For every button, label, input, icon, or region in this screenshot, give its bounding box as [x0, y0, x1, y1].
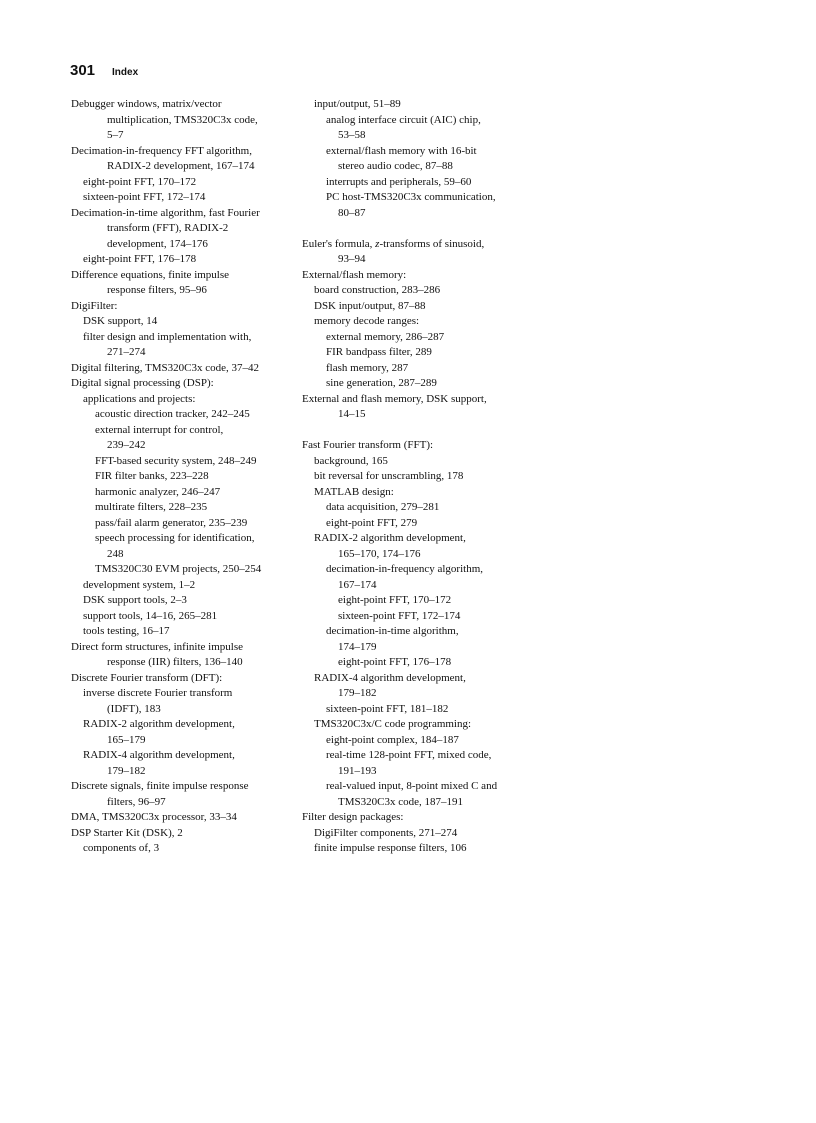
index-entry [302, 268, 530, 284]
index-term: DSK support tools, 2–3 [83, 594, 187, 606]
index-term: PC host-TMS320C3x communication, [326, 191, 496, 203]
index-entry [71, 578, 299, 594]
index-term: decimation-in-frequency algorithm, [326, 563, 483, 575]
index-term: Digital signal processing (DSP): [71, 377, 214, 389]
index-entry [71, 717, 299, 748]
index-entry [71, 531, 299, 562]
index-term-continuation: (IDFT), 183 [107, 702, 161, 715]
index-term-continuation: 191–193 [338, 764, 377, 777]
index-term: decimation-in-time algorithm, [326, 625, 459, 637]
index-term: Decimation-in-time algorithm, fast Fourier [71, 206, 260, 219]
index-entry [302, 175, 530, 191]
index-term-continuation: TMS320C3x code, 187–191 [338, 795, 463, 808]
index-term: External and flash memory, DSK support, [302, 392, 487, 405]
index-entry [302, 345, 530, 361]
index-term: TMS320C3x/C code programming: [314, 718, 472, 730]
index-entry [302, 655, 530, 671]
index-entry [71, 469, 299, 485]
index-entry [302, 748, 530, 779]
index-entry [302, 190, 530, 221]
index-entry [302, 717, 530, 733]
index-entry [71, 609, 299, 625]
index-term: eight-point FFT, 170–172 [83, 175, 197, 188]
index-term-continuation: response (IIR) filters, 136–140 [107, 656, 243, 668]
index-entry [302, 671, 530, 702]
index-term-continuation: filters, 96–97 [107, 795, 166, 808]
index-term-continuation: 93–94 [338, 253, 366, 265]
index-term-continuation: 14–15 [338, 408, 366, 420]
index-entry [302, 438, 530, 454]
index-term: real-time 128-point FFT, mixed code, [326, 749, 492, 761]
index-term-continuation: 165–170, 174–176 [338, 547, 421, 560]
index-entry [71, 392, 299, 408]
index-column-left [71, 97, 299, 857]
index-term: finite impulse response filters, 106 [314, 842, 467, 854]
index-term: memory decode ranges: [314, 315, 420, 327]
index-term-continuation: 248 [107, 547, 124, 560]
index-entry [71, 454, 299, 470]
index-entry [302, 779, 530, 810]
index-term: External/flash memory: [302, 268, 407, 281]
index-entry [71, 748, 299, 779]
index-term-continuation: 174–179 [338, 640, 377, 653]
index-term: DSK support, 14 [83, 315, 158, 327]
index-term: external/flash memory with 16-bit [326, 144, 477, 157]
index-term: external memory, 286–287 [326, 330, 445, 343]
index-entry [71, 779, 299, 810]
index-term: components of, 3 [83, 842, 160, 854]
index-entry [71, 314, 299, 330]
index-entry [71, 640, 299, 671]
index-entry [71, 562, 299, 578]
index-term: Difference equations, finite impulse [71, 268, 230, 281]
index-entry [302, 330, 530, 346]
index-term-continuation: response filters, 95–96 [107, 284, 207, 296]
index-entry [71, 330, 299, 361]
index-entry [302, 841, 530, 857]
index-entry [302, 826, 530, 842]
index-term: development system, 1–2 [83, 578, 196, 591]
index-term: harmonic analyzer, 246–247 [95, 485, 221, 498]
index-term: applications and projects: [83, 392, 196, 405]
index-entry [302, 314, 530, 330]
index-entry [71, 190, 299, 206]
index-term: TMS320C30 EVM projects, 250–254 [95, 563, 262, 575]
index-term: MATLAB design: [314, 485, 394, 498]
index-term-continuation: 179–182 [107, 764, 146, 777]
index-entry [71, 841, 299, 857]
italic-z: z [375, 237, 380, 250]
index-entry [71, 423, 299, 454]
index-term-continuation: 239–242 [107, 439, 146, 451]
index-entry [71, 268, 299, 299]
index-term: eight-point FFT, 176–178 [83, 253, 197, 265]
index-entry [71, 826, 299, 842]
index-entry [302, 144, 530, 175]
index-entry [302, 810, 530, 826]
index-term: inverse discrete Fourier transform [83, 687, 233, 699]
index-term-continuation: 53–58 [338, 129, 366, 141]
index-term-continuation: 167–174 [338, 578, 377, 591]
index-term-continuation: development, 174–176 [107, 237, 208, 250]
index-term: RADIX-4 algorithm development, [83, 749, 235, 761]
index-term: Direct form structures, infinite impulse [71, 640, 243, 653]
page-header [70, 62, 138, 79]
index-entry [302, 624, 530, 655]
index-entry [302, 531, 530, 562]
index-term: real-valued input, 8-point mixed C and [326, 780, 498, 792]
index-entry [71, 516, 299, 532]
index-entry [302, 376, 530, 392]
index-entry [302, 361, 530, 377]
index-term: speech processing for identification, [95, 532, 255, 544]
index-entry [302, 237, 530, 268]
index-term: eight-point complex, 184–187 [326, 733, 459, 746]
index-term-continuation: 5–7 [107, 129, 124, 141]
index-term: RADIX-2 algorithm development, [314, 532, 466, 544]
index-entry [71, 593, 299, 609]
index-entry [71, 671, 299, 687]
index-term: board construction, 283–286 [314, 284, 441, 296]
index-entry [71, 361, 299, 377]
index-term: Decimation-in-frequency FFT algorithm, [71, 144, 252, 157]
index-entry [71, 206, 299, 253]
index-entry [71, 252, 299, 268]
index-column-right [302, 97, 530, 857]
index-entry [71, 144, 299, 175]
index-term-continuation: 271–274 [107, 346, 146, 358]
index-term: Filter design packages: [302, 811, 404, 823]
index-entry [71, 97, 299, 144]
index-term: Discrete Fourier transform (DFT): [71, 671, 223, 684]
index-term: support tools, 14–16, 265–281 [83, 609, 218, 622]
index-term: tools testing, 16–17 [83, 625, 170, 637]
index-entry [302, 593, 530, 609]
index-term: Discrete signals, finite impulse response [71, 780, 249, 792]
index-term: analog interface circuit (AIC) chip, [326, 113, 481, 126]
index-term: FIR filter banks, 223–228 [95, 470, 209, 482]
index-term: FFT-based security system, 248–249 [95, 454, 257, 467]
index-term: Fast Fourier transform (FFT): [302, 439, 434, 451]
index-entry [302, 516, 530, 532]
index-term-continuation: multiplication, TMS320C3x code, [107, 113, 258, 126]
index-term: filter design and implementation with, [83, 330, 252, 343]
index-term: DigiFilter: [71, 299, 118, 312]
index-entry [71, 175, 299, 191]
index-term: FIR bandpass filter, 289 [326, 346, 432, 358]
index-entry [302, 485, 530, 501]
index-entry [71, 485, 299, 501]
index-term: eight-point FFT, 279 [326, 516, 418, 529]
index-entry [302, 283, 530, 299]
index-entry [71, 686, 299, 717]
index-entry [71, 299, 299, 315]
index-term: DSK input/output, 87–88 [314, 299, 426, 312]
page-number: 301 [70, 62, 96, 79]
index-term-continuation: 165–179 [107, 733, 146, 746]
index-term: eight-point FFT, 170–172 [338, 594, 452, 606]
index-term: input/output, 51–89 [314, 98, 401, 110]
index-entry [71, 500, 299, 516]
index-term-continuation: stereo audio codec, 87–88 [338, 160, 453, 172]
running-head: Index [112, 67, 139, 78]
index-term-continuation: RADIX-2 development, 167–174 [107, 160, 255, 172]
index-gap [302, 423, 530, 439]
index-entry [71, 810, 299, 826]
index-term: sixteen-point FFT, 172–174 [83, 191, 206, 203]
index-entry [302, 392, 530, 423]
index-term: DSP Starter Kit (DSK), 2 [71, 826, 183, 839]
index-term-continuation: 80–87 [338, 206, 366, 219]
index-term: RADIX-4 algorithm development, [314, 671, 466, 684]
index-term: Digital filtering, TMS320C3x code, 37–42 [71, 361, 260, 374]
index-term-continuation: 179–182 [338, 687, 377, 699]
index-term: acoustic direction tracker, 242–245 [95, 408, 250, 420]
index-entry [302, 702, 530, 718]
index-gap [302, 221, 530, 237]
index-entry [302, 469, 530, 485]
index-entry [302, 733, 530, 749]
index-term: DigiFilter components, 271–274 [314, 826, 458, 839]
index-term: flash memory, 287 [326, 361, 409, 374]
index-term-continuation: transform (FFT), RADIX-2 [107, 222, 229, 234]
index-term: Debugger windows, matrix/vector [71, 98, 222, 110]
index-term: bit reversal for unscrambling, 178 [314, 470, 464, 482]
index-term: interrupts and peripherals, 59–60 [326, 175, 472, 188]
index-term: multirate filters, 228–235 [95, 501, 208, 513]
index-term: DMA, TMS320C3x processor, 33–34 [71, 811, 237, 823]
index-term: pass/fail alarm generator, 235–239 [95, 516, 248, 529]
index-entry [71, 376, 299, 392]
index-term: external interrupt for control, [95, 423, 224, 436]
index-term: sixteen-point FFT, 181–182 [326, 702, 449, 715]
index-entry [302, 500, 530, 516]
index-entry [302, 113, 530, 144]
index-term: eight-point FFT, 176–178 [338, 656, 452, 668]
index-entry [71, 624, 299, 640]
index-term: background, 165 [314, 454, 388, 467]
index-term: Euler's formula, z-transforms of sinusoid, [302, 237, 485, 250]
index-entry [302, 562, 530, 593]
index-term: sixteen-point FFT, 172–174 [338, 609, 461, 622]
index-entry [302, 299, 530, 315]
index-entry [302, 454, 530, 470]
index-entry [302, 97, 530, 113]
index-term: sine generation, 287–289 [326, 377, 437, 389]
index-entry [71, 407, 299, 423]
index-term: data acquisition, 279–281 [326, 501, 440, 513]
index-entry [302, 609, 530, 625]
index-term: RADIX-2 algorithm development, [83, 718, 235, 730]
